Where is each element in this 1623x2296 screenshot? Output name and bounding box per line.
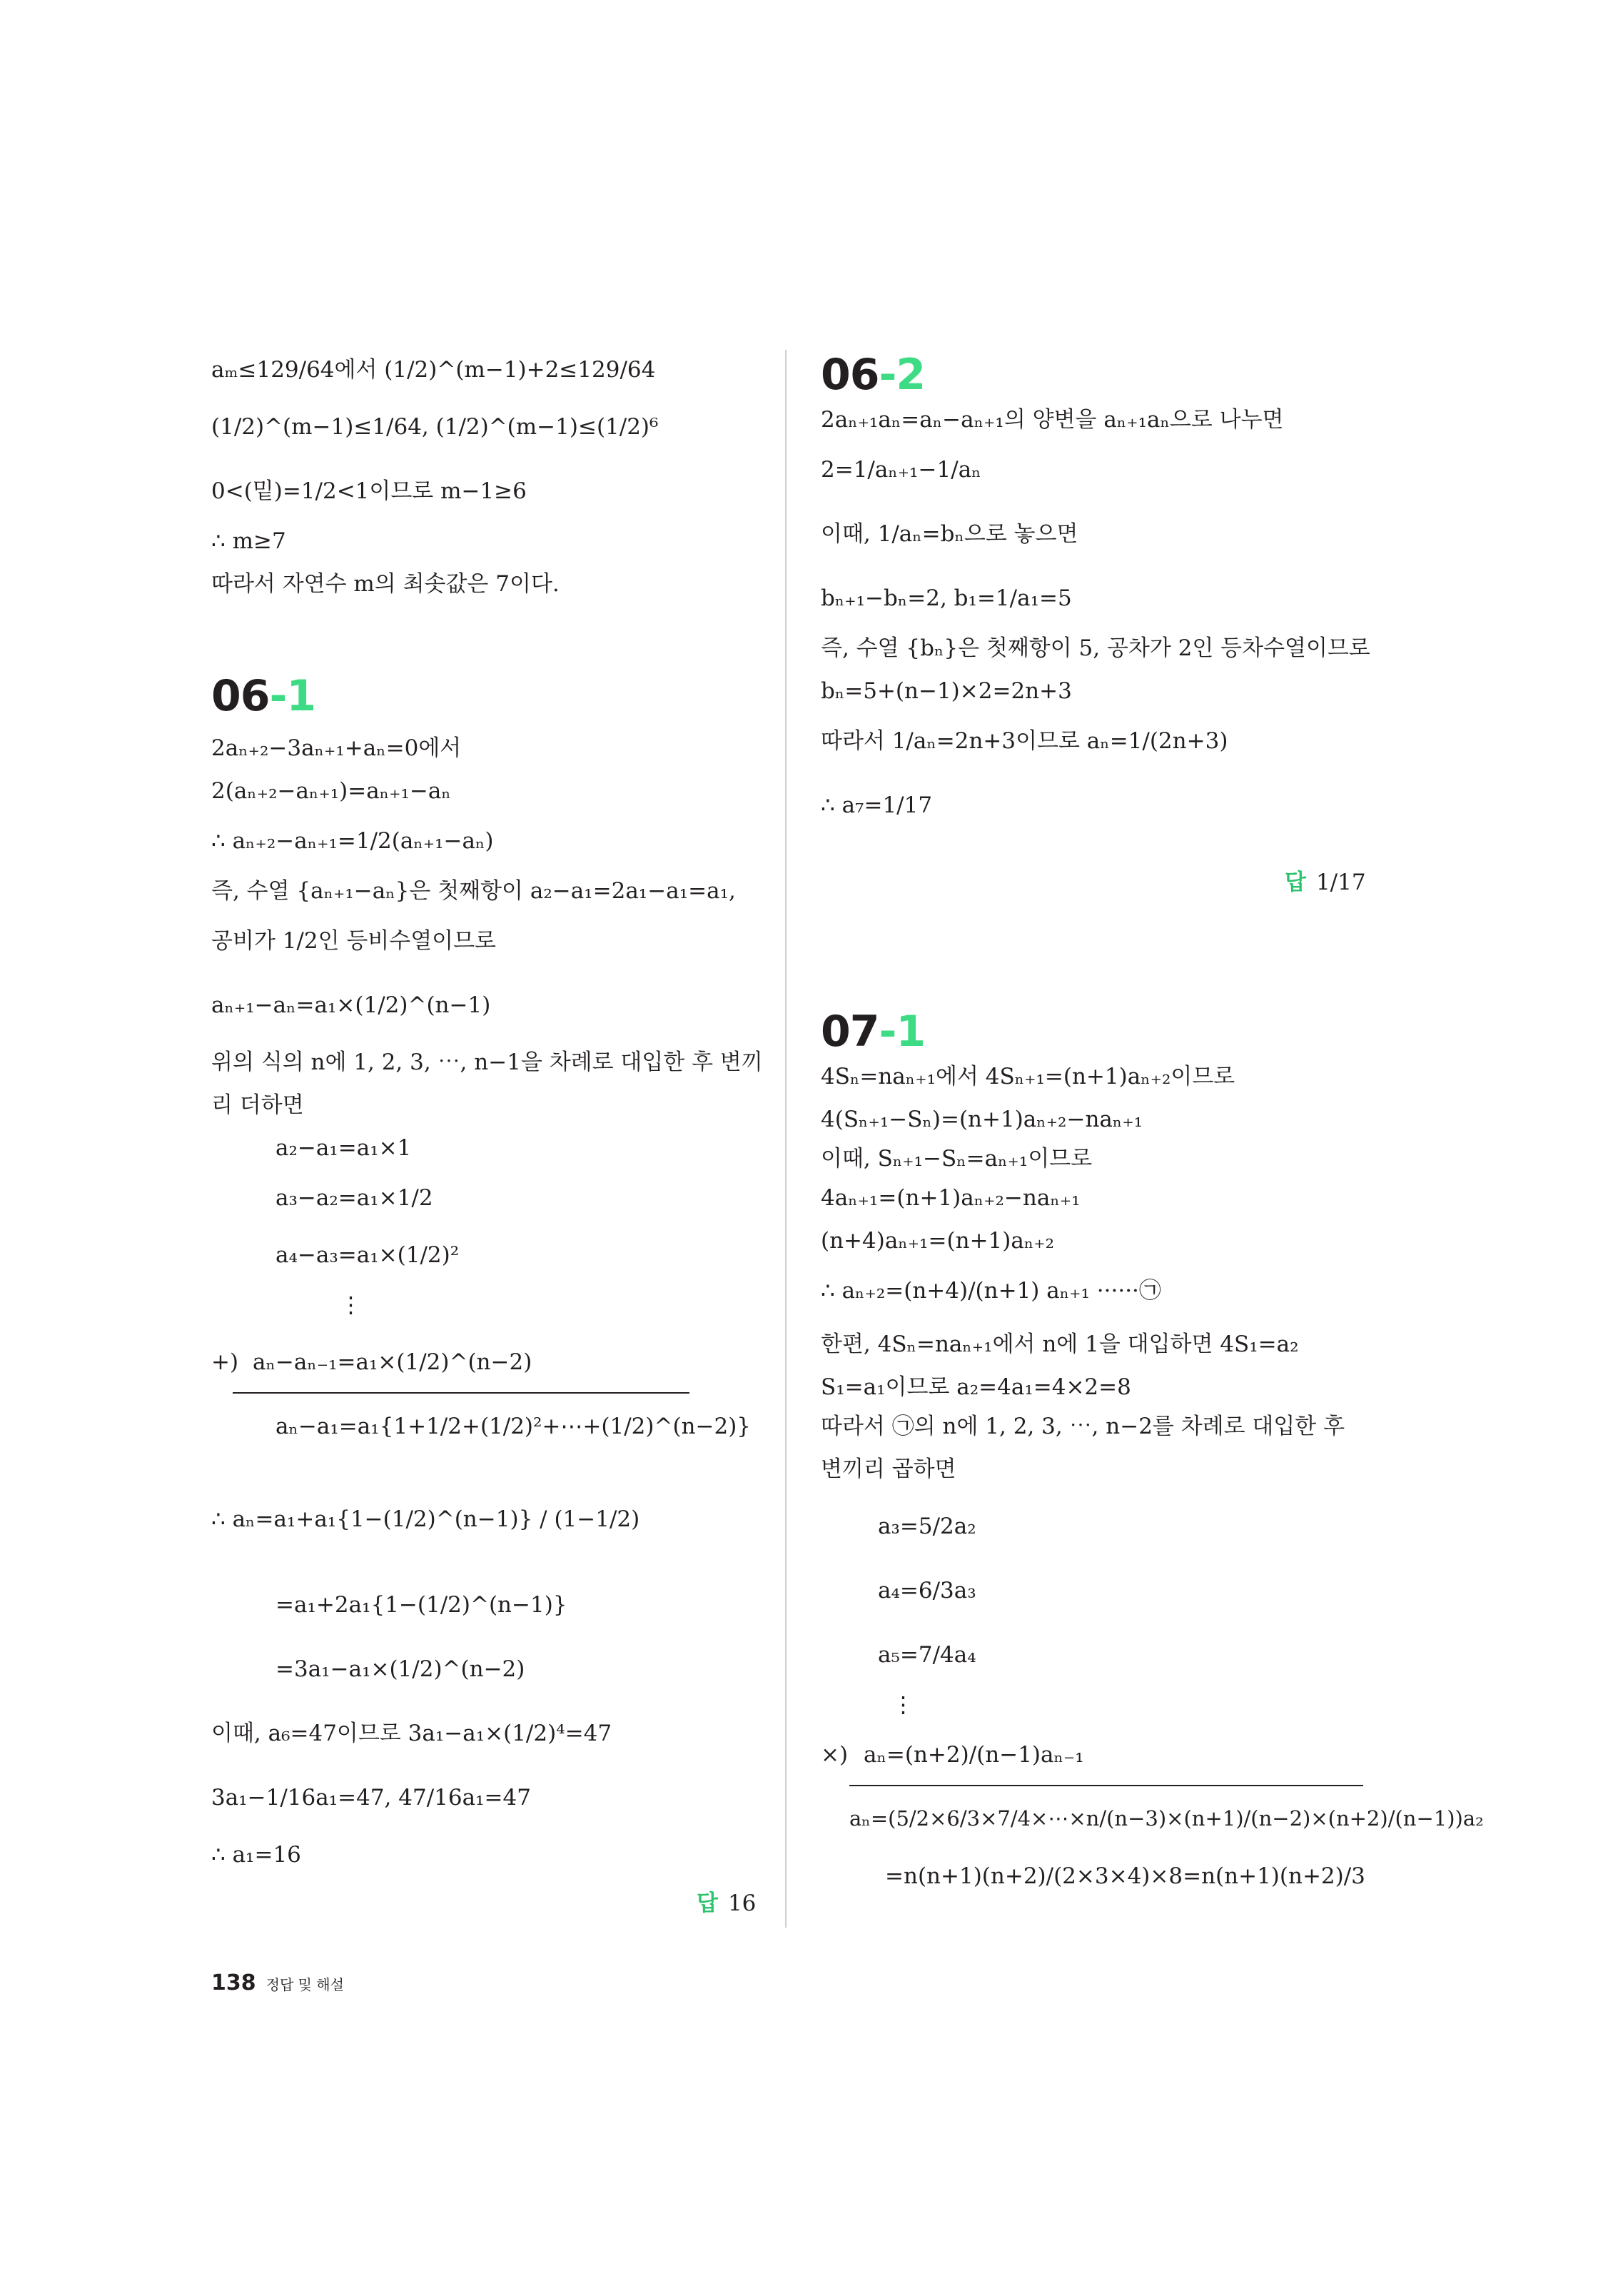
product-line: ⋮: [892, 1692, 914, 1718]
solution-line: 따라서 ㉠의 n에 1, 2, 3, ⋯, n−2를 차례로 대입한 후: [821, 1414, 1345, 1439]
solution-line: 변끼리 곱하면: [821, 1456, 956, 1482]
product-line: a₄=6/3a₃: [878, 1578, 976, 1603]
solution-line: 2aₙ₊₂−3aₙ₊₁+aₙ=0에서: [211, 735, 462, 761]
problem-heading-06-2: 06-2: [821, 350, 926, 400]
solution-line: ∴ aₙ₊₂=(n+4)/(n+1) aₙ₊₁ ······㉠: [821, 1278, 1161, 1304]
solution-line: 4Sₙ=naₙ₊₁에서 4Sₙ₊₁=(n+1)aₙ₊₂이므로: [821, 1064, 1235, 1089]
product-times-mark: ×): [821, 1742, 849, 1768]
product-line: aₙ=(n+2)/(n−1)aₙ₋₁: [864, 1742, 1084, 1768]
sum-line: ⋮: [340, 1292, 362, 1318]
solution-line: (1/2)^(m−1)≤1/64, (1/2)^(m−1)≤(1/2)⁶: [211, 414, 659, 440]
solution-line: 이때, Sₙ₊₁−Sₙ=aₙ₊₁이므로: [821, 1146, 1093, 1172]
solution-line: 4aₙ₊₁=(n+1)aₙ₊₂−naₙ₊₁: [821, 1185, 1081, 1211]
solution-line: ∴ aₙ=a₁+a₁{1−(1/2)^(n−1)} / (1−1/2): [211, 1506, 640, 1532]
solution-line: ∴ a₇=1/17: [821, 792, 933, 818]
answer-06-2: [1285, 864, 1366, 896]
problem-heading-06-1: 06-1: [211, 671, 316, 721]
product-line: a₃=5/2a₂: [878, 1514, 976, 1539]
solution-line: 이때, 1/aₙ=bₙ으로 놓으면: [821, 521, 1078, 547]
column-divider: [785, 350, 787, 1928]
product-result: aₙ=(5/2×6/3×7/4×⋯×n/(n−3)×(n+1)/(n−2)×(n+2)/(n−1))a₂: [849, 1806, 1484, 1831]
solution-line: =a₁+2a₁{1−(1/2)^(n−1)}: [275, 1592, 567, 1618]
problem-heading-07-1: 07-1: [821, 1007, 926, 1057]
solution-line: 따라서 자연수 m의 최솟값은 7이다.: [211, 571, 560, 597]
solution-line: 2aₙ₊₁aₙ=aₙ−aₙ₊₁의 양변을 aₙ₊₁aₙ으로 나누면: [821, 407, 1284, 433]
solution-line: ∴ m≥7: [211, 528, 286, 554]
solution-line: aₙ₊₁−aₙ=a₁×(1/2)^(n−1): [211, 992, 491, 1018]
solution-line: 이때, a₆=47이므로 3a₁−a₁×(1/2)⁴=47: [211, 1721, 612, 1746]
solution-line: S₁=a₁이므로 a₂=4a₁=4×2=8: [821, 1374, 1131, 1400]
answer-label: 답: [1285, 870, 1306, 895]
solution-line: 4(Sₙ₊₁−Sₙ)=(n+1)aₙ₊₂−naₙ₊₁: [821, 1107, 1143, 1132]
solution-line: 위의 식의 n에 1, 2, 3, ⋯, n−1을 차례로 대입한 후 변끼: [211, 1049, 763, 1075]
sum-line: a₄−a₃=a₁×(1/2)²: [275, 1242, 460, 1268]
solution-line: aₘ≤129/64에서 (1/2)^(m−1)+2≤129/64: [211, 357, 656, 383]
solution-line: 3a₁−1/16a₁=47, 47/16a₁=47: [211, 1785, 531, 1811]
solution-line: 즉, 수열 {aₙ₊₁−aₙ}은 첫째항이 a₂−a₁=2a₁−a₁=a₁,: [211, 878, 736, 904]
product-bar: [849, 1785, 1363, 1786]
sum-line: a₂−a₁=a₁×1: [275, 1135, 412, 1161]
sum-bar: [233, 1392, 689, 1394]
final-result: =n(n+1)(n+2)/(2×3×4)×8=n(n+1)(n+2)/3: [885, 1863, 1365, 1889]
sum-line: a₃−a₂=a₁×1/2: [275, 1185, 433, 1211]
solution-line: 한편, 4Sₙ=naₙ₊₁에서 n에 1을 대입하면 4S₁=a₂: [821, 1331, 1299, 1357]
sum-plus-mark: +): [211, 1349, 239, 1375]
sum-result: aₙ−a₁=a₁{1+1/2+(1/2)²+⋯+(1/2)^(n−2)}: [275, 1414, 752, 1439]
solution-line: 0<(밑)=1/2<1이므로 m−1≥6: [211, 478, 527, 504]
solution-line: 따라서 1/aₙ=2n+3이므로 aₙ=1/(2n+3): [821, 728, 1228, 754]
footer-title: 정답 및 해설: [266, 1976, 344, 1993]
solution-line: ∴ a₁=16: [211, 1842, 301, 1868]
solution-line: bₙ=5+(n−1)×2=2n+3: [821, 678, 1072, 704]
solution-line: 즉, 수열 {bₙ}은 첫째항이 5, 공차가 2인 등차수열이므로: [821, 635, 1370, 661]
solution-line: ∴ aₙ₊₂−aₙ₊₁=1/2(aₙ₊₁−aₙ): [211, 828, 494, 854]
answer-value: 16: [727, 1890, 757, 1916]
solution-line: 리 더하면: [211, 1092, 304, 1118]
solution-line: (n+4)aₙ₊₁=(n+1)aₙ₊₂: [821, 1228, 1055, 1254]
solution-line: =3a₁−a₁×(1/2)^(n−2): [275, 1656, 525, 1682]
answer-06-1: [697, 1885, 756, 1917]
solution-line: 2=1/aₙ₊₁−1/aₙ: [821, 457, 981, 483]
sum-line: aₙ−aₙ₋₁=a₁×(1/2)^(n−2): [253, 1349, 532, 1375]
solution-line: bₙ₊₁−bₙ=2, b₁=1/a₁=5: [821, 585, 1072, 611]
product-line: a₅=7/4a₄: [878, 1642, 976, 1668]
page-footer: [211, 1970, 344, 1995]
answer-label: 답: [697, 1890, 718, 1916]
solution-line: 공비가 1/2인 등비수열이므로: [211, 928, 497, 954]
answer-value: 1/17: [1315, 870, 1366, 895]
page-number: 138: [211, 1970, 256, 1995]
solution-line: 2(aₙ₊₂−aₙ₊₁)=aₙ₊₁−aₙ: [211, 778, 451, 804]
